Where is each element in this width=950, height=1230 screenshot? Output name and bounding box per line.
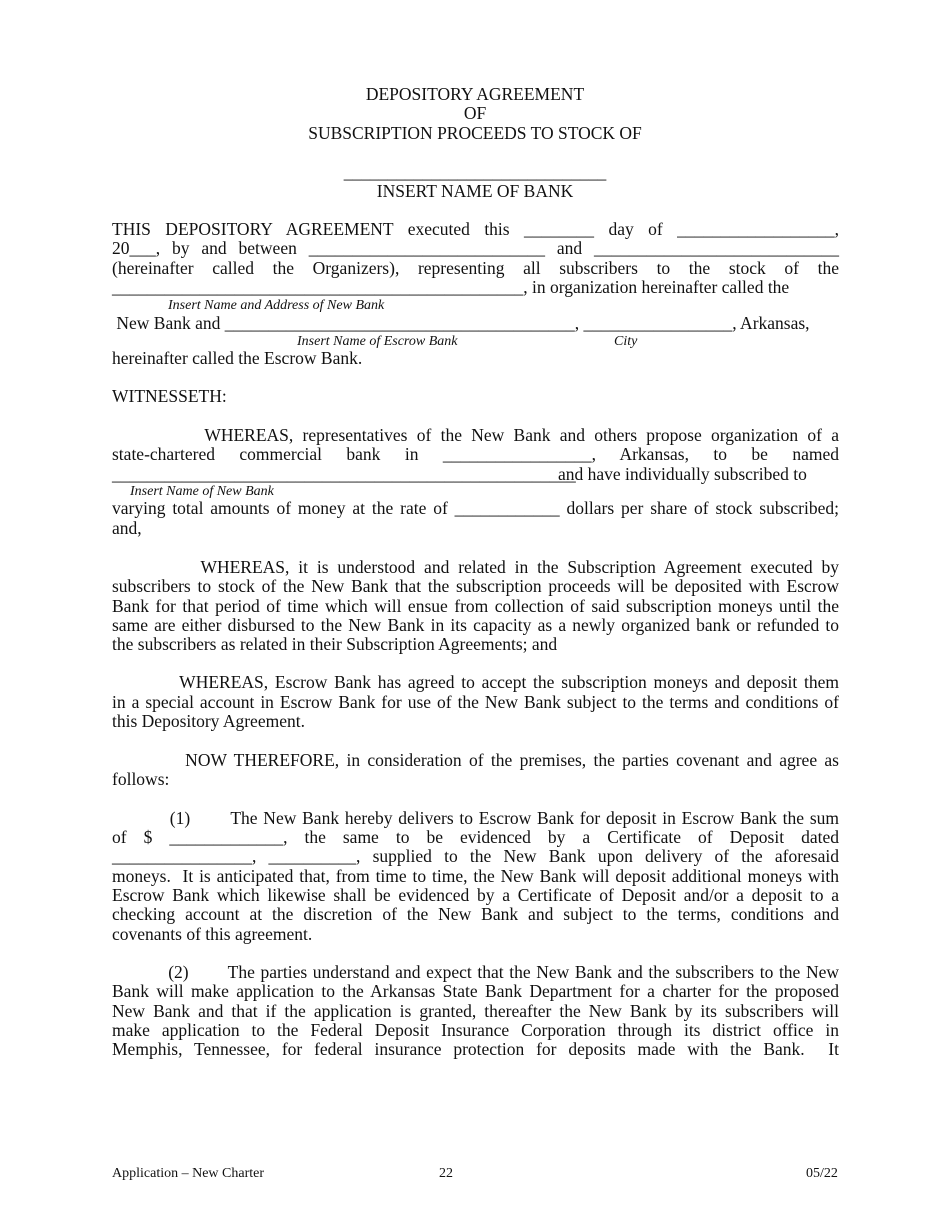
bank-name-caption: INSERT NAME OF BANK: [376, 181, 574, 201]
title-line-1: DEPOSITORY AGREEMENT: [365, 84, 585, 104]
preamble-line-2: 20___, by and between ___________________________ and ____________________________: [112, 238, 839, 258]
p2-line-2: subscribers to stock of the New Bank that the subscription proceeds will be deposited with Escrow: [112, 576, 839, 596]
p6-line-5: Memphis, Tennessee, for federal insurance protection for deposits made with the Bank. It: [112, 1039, 839, 1059]
p2-line-4: same are either disbursed to the New Bank in its capacity as a newly organized bank or refunded to: [112, 615, 839, 635]
p1-line-3b: and have individually subscribed to: [558, 464, 807, 484]
p6-line-2: Bank will make application to the Arkansas State Bank Department for a charter for the proposed: [112, 981, 839, 1001]
p5-line-5: Escrow Bank which likewise shall be evidenced by a Certificate of Deposit and/or a deposit to a: [112, 885, 839, 905]
bank-name-blank: ______________________________: [343, 162, 607, 182]
escrow-bank-blank: New Bank and ________________________________________,: [112, 313, 584, 333]
p6-line-3: New Bank and that if the application is granted, thereafter the New Bank by its subscribers will: [112, 1001, 839, 1021]
p2-line-5: the subscribers as related in their Subscription Agreements; and: [112, 634, 558, 654]
footer-page-number: 22: [439, 1166, 453, 1181]
new-bank-name-caption: Insert Name of New Bank: [130, 484, 274, 499]
p1-line-1: WHEREAS, representatives of the New Bank and others propose organization of a: [112, 425, 839, 445]
arkansas-text: , Arkansas,: [732, 313, 810, 333]
footer-date: 05/22: [806, 1166, 838, 1181]
preamble-line-3: (hereinafter called the Organizers), representing all subscribers to the stock of the: [112, 258, 839, 278]
p5-line-2: of $ _____________, the same to be evidenced by a Certificate of Deposit dated: [112, 827, 839, 847]
preamble-line-5: [112, 313, 810, 333]
p2-line-3: Bank for that period of time which will ensue from collection of said subscription moneys until the: [112, 596, 839, 616]
p2-line-1: WHEREAS, it is understood and related in the Subscription Agreement executed by: [112, 557, 839, 577]
p3-line-2: in a special account in Escrow Bank for use of the New Bank subject to the terms and conditions of: [112, 692, 839, 712]
p3-line-3: this Depository Agreement.: [112, 711, 305, 731]
p4-line-1: NOW THEREFORE, in consideration of the premises, the parties covenant and agree as: [112, 750, 839, 770]
p1-line-5: and,: [112, 518, 142, 538]
preamble-line-6: hereinafter called the Escrow Bank.: [112, 348, 363, 368]
new-bank-caption: Insert Name and Address of New Bank: [168, 298, 385, 313]
p5-line-6: checking account at the discretion of the New Bank and subject to the terms, conditions and: [112, 904, 839, 924]
p5-line-1: (1) The New Bank hereby delivers to Escrow Bank for deposit in Escrow Bank the sum: [112, 808, 839, 828]
city-blank: _________________: [583, 313, 733, 333]
escrow-bank-caption: Insert Name of Escrow Bank: [297, 334, 458, 349]
witnesseth-heading: WITNESSETH:: [112, 386, 227, 406]
p6-line-4: make application to the Federal Deposit Insurance Corporation through its district office in: [112, 1020, 839, 1040]
p1-line-4: varying total amounts of money at the rate of ____________ dollars per share of stock subscribed;: [112, 498, 839, 518]
title-line-2: OF: [463, 103, 487, 123]
footer-left: Application – New Charter: [112, 1166, 265, 1181]
p1-line-2: state-chartered commercial bank in _________________, Arkansas, to be named: [112, 444, 839, 464]
title-line-3: SUBSCRIPTION PROCEEDS TO STOCK OF: [308, 123, 642, 143]
preamble-line-4: _______________________________________________, in organization hereinafter called the: [112, 277, 790, 297]
p5-line-7: covenants of this agreement.: [112, 924, 313, 944]
p5-line-3: ________________, __________, supplied to the New Bank upon delivery of the aforesaid: [112, 846, 839, 866]
p4-line-2: follows:: [112, 769, 170, 789]
p1-line-3a: _____________________________________________________: [112, 464, 576, 484]
p6-line-1: (2) The parties understand and expect that the New Bank and the subscribers to the New: [112, 962, 839, 982]
p5-line-4: moneys. It is anticipated that, from time to time, the New Bank will deposit additional moneys with: [112, 866, 839, 886]
preamble-line-1: THIS DEPOSITORY AGREEMENT executed this ________ day of __________________,: [112, 219, 839, 239]
city-caption: City: [614, 334, 638, 349]
p3-line-1: WHEREAS, Escrow Bank has agreed to accept the subscription moneys and deposit them: [112, 672, 839, 692]
